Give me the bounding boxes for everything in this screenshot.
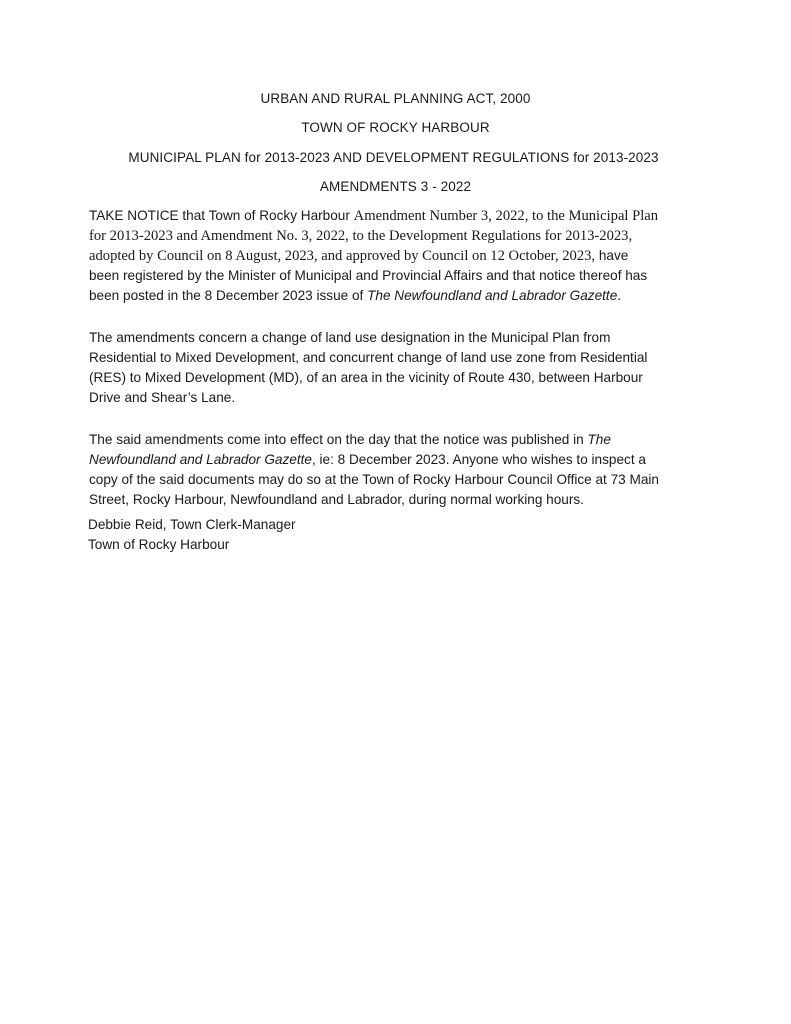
notice-line-5-c: .: [617, 288, 622, 303]
plan-heading: MUNICIPAL PLAN for 2013-2023 AND DEVELOPMENT REGULATIONS for 2013-2023: [128, 150, 659, 165]
amendments-heading: AMENDMENTS 3 - 2022: [319, 179, 472, 194]
signature-name: Debbie Reid, Town Clerk-Manager: [88, 517, 296, 532]
effect-line-2: [89, 450, 701, 470]
effect-paragraph: [89, 430, 701, 510]
signature-block: [88, 515, 296, 555]
act-heading: URBAN AND RURAL PLANNING ACT, 2000: [260, 91, 531, 106]
notice-line-3-sans: have: [595, 248, 629, 263]
effect-gazette-title: Newfoundland and Labrador Gazette: [89, 452, 312, 467]
take-notice-paragraph: [89, 206, 701, 306]
notice-line-5-a: been posted in the 8 December 2023 issue of: [89, 288, 368, 303]
effect-line-2-b: , ie: 8 December 2023. Anyone who wishes to inspect a: [311, 452, 646, 467]
notice-line-5: [89, 286, 701, 306]
concern-line-4: Drive and Shear’s Lane.: [89, 390, 236, 405]
concern-paragraph: [89, 328, 701, 408]
concern-line-1: The amendments concern a change of land use designation in the Municipal Plan from: [89, 330, 611, 345]
notice-line-1: [89, 206, 701, 226]
effect-line-3: copy of the said documents may do so at the Town of Rocky Harbour Council Office at 73 Main: [89, 472, 659, 487]
effect-line-1-a: The said amendments come into effect on the day that the notice was published in: [89, 432, 588, 447]
notice-line-1-sans: TAKE NOTICE that Town of Rocky Harbour: [89, 208, 354, 223]
notice-line-1-serif: Amendment Number 3, 2022, to the Municipal Plan: [353, 208, 659, 224]
town-heading: TOWN OF ROCKY HARBOUR: [301, 120, 490, 135]
concern-line-3: (RES) to Mixed Development (MD), of an area in the vicinity of Route 430, between Harbour: [89, 370, 643, 385]
effect-line-1: [89, 430, 701, 450]
concern-line-2: Residential to Mixed Development, and concurrent change of land use zone from Residential: [89, 350, 648, 365]
gazette-title: The Newfoundland and Labrador Gazette: [367, 288, 618, 303]
notice-line-3: [89, 246, 701, 266]
notice-line-3-serif: adopted by Council on 8 August, 2023, and approved by Council on 12 October, 2023,: [89, 248, 596, 264]
notice-line-4: been registered by the Minister of Municipal and Provincial Affairs and that notice thereof has: [89, 268, 648, 283]
signature-org: Town of Rocky Harbour: [88, 537, 230, 552]
effect-line-1-b: The: [587, 432, 611, 447]
notice-line-2: for 2013-2023 and Amendment No. 3, 2022, to the Development Regulations for 2013-2023,: [89, 228, 633, 244]
effect-line-4: Street, Rocky Harbour, Newfoundland and Labrador, during normal working hours.: [89, 492, 584, 507]
